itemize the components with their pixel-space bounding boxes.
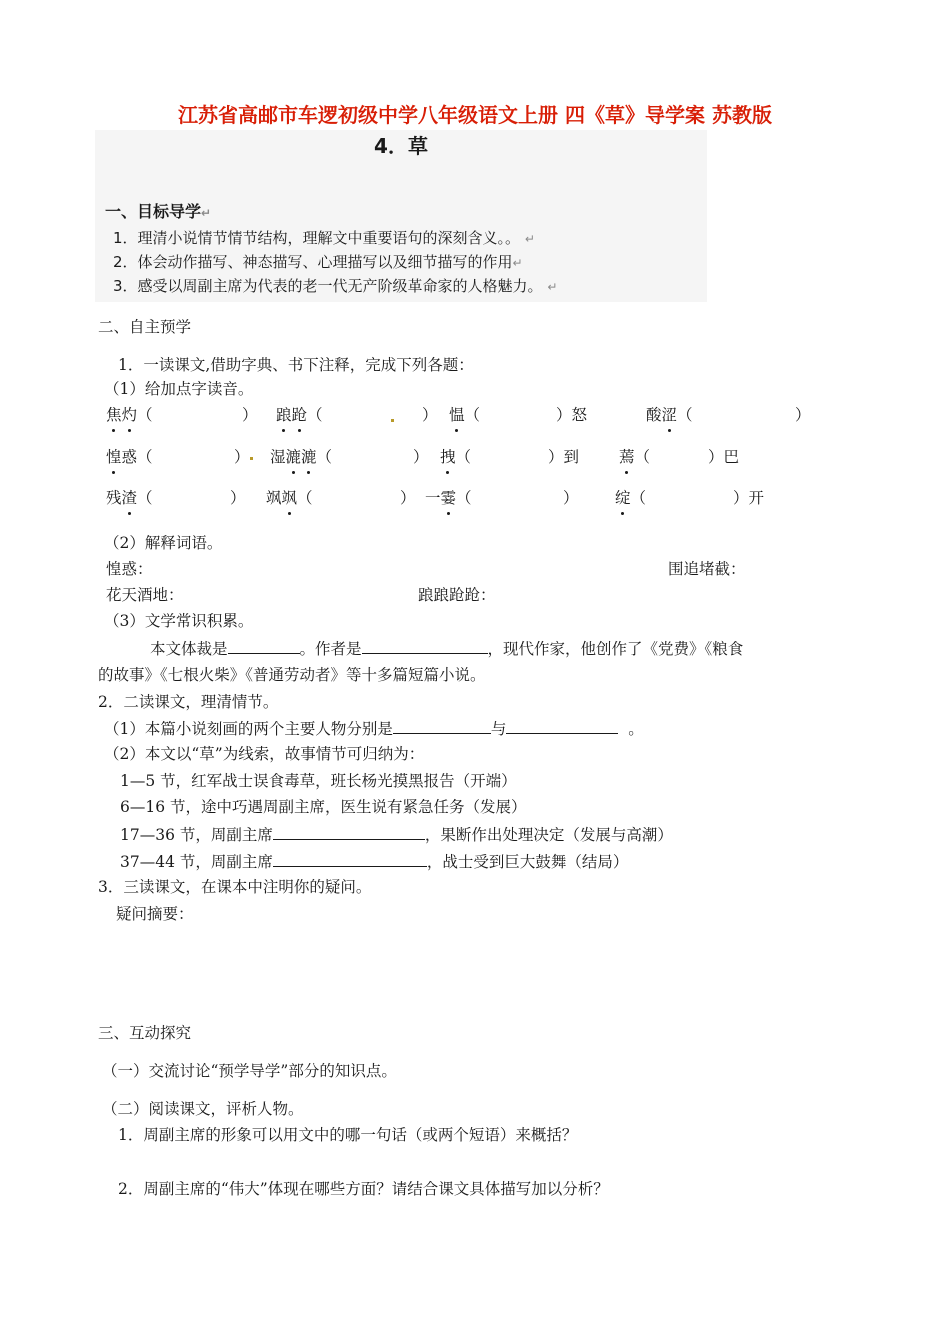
pron-item-liangqiang: 踉跄（ [276, 406, 323, 424]
section3-part-1: （一）交流讨论“预学导学”部分的知识点。 [102, 1062, 397, 1080]
section2-heading: 二、自主预学 [98, 318, 192, 336]
question-3-note: 疑问摘要： [116, 905, 194, 923]
pron-item-nian: 蔫（ [619, 448, 651, 466]
pron-item-yisha: 一霎（ [425, 489, 472, 507]
pron-close: ） [563, 489, 579, 507]
word-weizhuidujie: 围追堵截： [668, 560, 746, 578]
plot-line-3: 17—36 节，周副主席 ，果断作出处理决定（发展与高潮） [120, 823, 673, 846]
word-huanghuo: 惶惑： [106, 560, 153, 578]
pron-item-zhan: 绽（ [615, 489, 647, 507]
goal-box-image [95, 130, 707, 302]
section3-question-2: 2．周副主席的“伟大”体现在哪些方面？请结合课文具体描写加以分析？ [118, 1180, 609, 1198]
question-1-2: （2）解释词语。 [104, 534, 223, 552]
blank-plot-4[interactable] [273, 850, 427, 867]
question-1-3: （3）文学常识积累。 [104, 612, 254, 630]
pron-item-shilulu: 湿漉漉（ [270, 448, 333, 466]
pron-close: ）开 [733, 489, 765, 507]
plot-line-1: 1—5 节，红军战士误食毒草，班长杨光摸黑报告（开端） [120, 772, 517, 790]
pron-close: ）怒 [556, 406, 588, 424]
pron-item-jiaozhuo: 焦灼（ [106, 406, 153, 424]
pron-item-sasa: 飒飒（ [266, 489, 313, 507]
pron-item-huanghuo: 惶惑（ [106, 448, 153, 466]
pron-item-zhuai: 拽（ [440, 448, 472, 466]
pron-close: ） [230, 489, 246, 507]
pron-close: ） [795, 406, 811, 424]
question-3: 3．三读课文，在课本中注明你的疑问。 [98, 878, 372, 896]
pron-close: ） [234, 446, 253, 468]
word-huatianjiudi: 花天酒地： [106, 586, 184, 604]
lit-line-2: 的故事》《七根火柴》《普通劳动者》等十多篇短篇小说。 [98, 666, 486, 684]
section3-part-2: （二）阅读课文，评析人物。 [102, 1100, 304, 1118]
pron-item-suanse: 酸涩（ [646, 406, 693, 424]
goal-item-2: 2．体会动作描写、神态描写、心理描写以及细节描写的作用↵ [113, 253, 523, 271]
question-1-1: （1）给加点字读音。 [104, 380, 254, 398]
question-2-2: （2）本文以“草”为线索，故事情节可归纳为： [104, 745, 425, 763]
document-title: 江苏省高邮市车逻初级中学八年级语文上册 四《草》导学案 苏教版 [178, 103, 772, 127]
lit-line-1: 本文体裁是 。作者是 ，现代作家，他创作了《党费》《粮食 [150, 637, 743, 660]
blank-character-2[interactable] [506, 717, 618, 734]
blank-author[interactable] [362, 637, 488, 654]
blank-genre[interactable] [228, 637, 300, 654]
section3-heading: 三、互动探究 [98, 1024, 192, 1042]
section3-question-1: 1．周副主席的形象可以用文中的哪一句话（或两个短语）来概括？ [118, 1126, 578, 1144]
goal-item-1: 1．理清小说情节情节结构，理解文中重要语句的深刻含义。。 ↵ [113, 229, 535, 247]
pron-close: ） [422, 406, 438, 424]
question-2-1: （1）本篇小说刻画的两个主要人物分别是 与 。 [104, 717, 644, 740]
pron-item-canzha: 残渣（ [106, 489, 153, 507]
pron-close: ） [242, 406, 258, 424]
lesson-number-title: 4．草 [374, 134, 428, 158]
word-liangliangqiangqiang: 踉踉跄跄： [418, 586, 496, 604]
question-2: 2．二读课文，理清情节。 [98, 693, 279, 711]
plot-line-2: 6—16 节，途中巧遇周副主席，医生说有紧急任务（发展） [120, 798, 527, 816]
question-1: 1．一读课文,借助字典、书下注释，完成下列各题： [118, 356, 474, 374]
pron-close: ）巴 [708, 448, 740, 466]
pron-close: ） [400, 489, 416, 507]
pron-close: ） [413, 448, 429, 466]
goal-heading: 一、目标导学↵ [105, 202, 212, 221]
pron-close: ）到 [548, 448, 580, 466]
pron-item-yun: 愠（ [449, 406, 481, 424]
blank-character-1[interactable] [393, 717, 491, 734]
blank-plot-3[interactable] [273, 823, 425, 840]
plot-line-4: 37—44 节，周副主席 ，战士受到巨大鼓舞（结局） [120, 850, 628, 873]
goal-item-3: 3．感受以周副主席为代表的老一代无产阶级革命家的人格魅力。 ↵ [113, 277, 558, 295]
yellow-mark [391, 408, 394, 430]
